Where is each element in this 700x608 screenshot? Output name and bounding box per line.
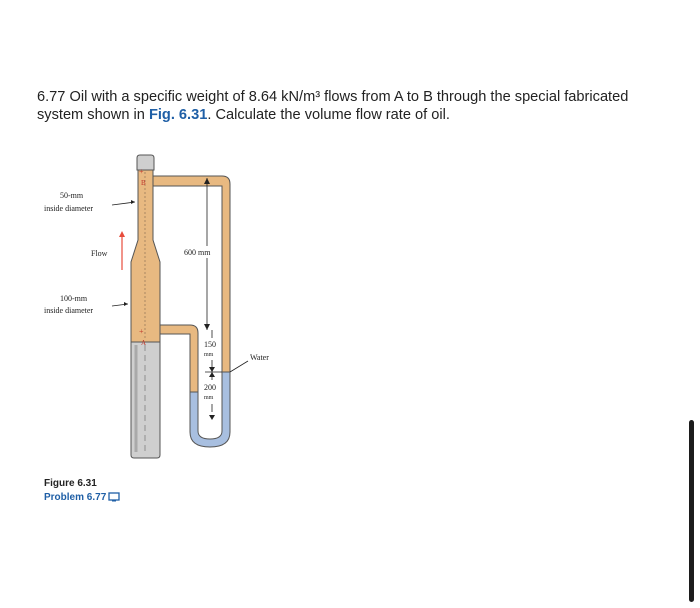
figure-caption — [44, 477, 120, 507]
dim-200mm-arrow-bottom — [209, 415, 215, 420]
label-600mm: 600 mm — [184, 248, 211, 257]
label-50mm-line2: inside diameter — [44, 204, 94, 213]
label-100mm-line2: inside diameter — [44, 306, 94, 315]
label-200-line2: mm — [204, 395, 214, 401]
label-100mm-arrowhead — [124, 302, 128, 306]
label-50mm-line1: 50-mm — [60, 191, 84, 200]
problem-number: 6.77 — [37, 89, 66, 105]
label-water: Water — [250, 353, 269, 362]
label-150-line2: mm — [204, 352, 214, 358]
video-icon[interactable] — [108, 492, 120, 507]
label-50mm-arrowhead — [131, 200, 135, 204]
dim-200mm-arrow-top — [209, 372, 215, 377]
label-150-line1: 150 — [204, 340, 216, 349]
scrollbar[interactable] — [689, 420, 694, 602]
problem-text-after: . Calculate the volume flow rate of oil. — [207, 107, 450, 123]
flow-arrowhead — [119, 231, 125, 237]
caption-problem-label: Problem 6.77 — [44, 492, 107, 503]
label-water-leader — [230, 361, 248, 372]
dim-150mm-arrow — [209, 367, 215, 372]
caption-figure-label: Figure 6.31 — [44, 478, 97, 489]
label-flow: Flow — [91, 249, 108, 258]
point-a-marker: + — [139, 327, 144, 336]
manometer-lower-leg-oil — [160, 325, 198, 392]
figure-reference-link[interactable]: Fig. 6.31 — [148, 107, 208, 123]
label-100mm-line1: 100-mm — [60, 294, 88, 303]
caption-problem-link[interactable] — [44, 491, 120, 507]
oil-in-pipe — [131, 170, 160, 342]
dim-600mm-arrow-bottom — [204, 324, 210, 330]
label-200-line1: 200 — [204, 383, 216, 392]
point-a-label: A — [141, 339, 147, 347]
point-b-marker: + — [139, 167, 144, 176]
point-b-label: B — [141, 179, 146, 187]
problem-text-before: Oil with a specific weight of 8.64 kN/m³ flows from A to B through the special fabricated system shown in — [37, 89, 629, 123]
